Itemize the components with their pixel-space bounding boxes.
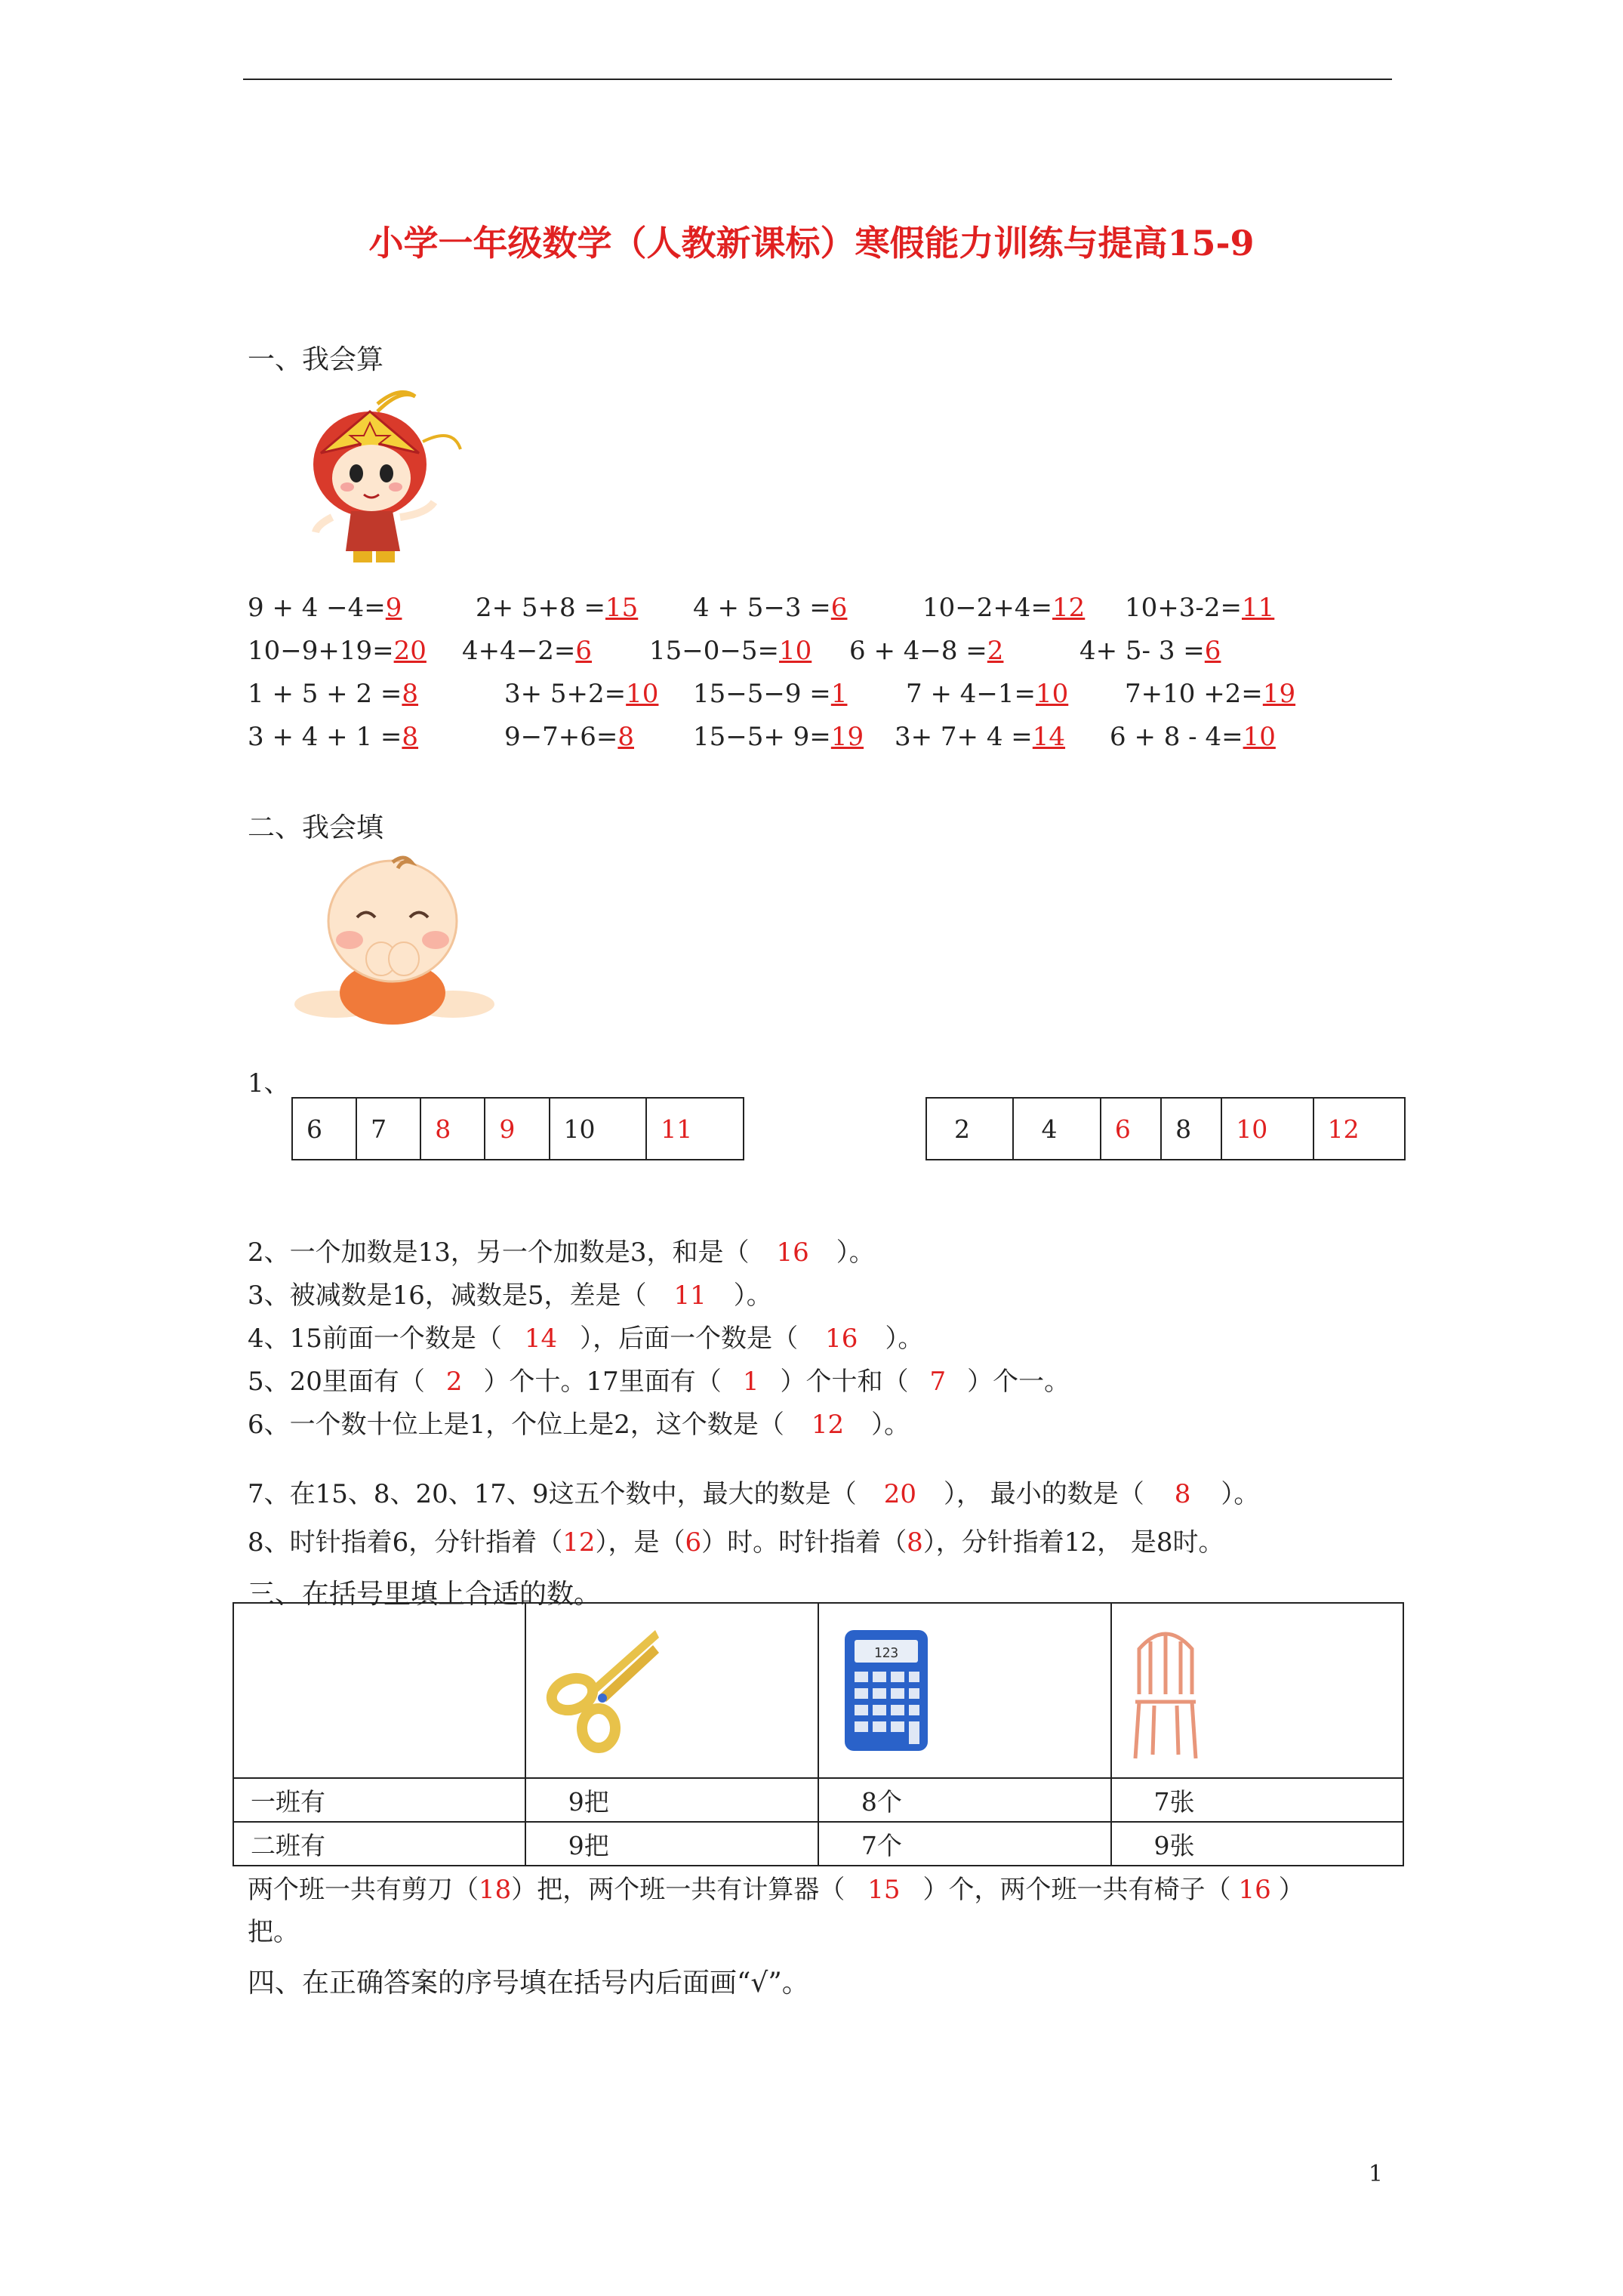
empty-cell: [233, 1603, 525, 1778]
answer: 10: [1035, 679, 1069, 709]
items-table: [233, 1602, 1404, 1866]
answer: 14: [1032, 722, 1066, 752]
answer: 6: [1204, 636, 1221, 666]
answer: 14: [524, 1324, 558, 1354]
calculator-count: 8个: [818, 1778, 1111, 1822]
answer: 7: [929, 1367, 947, 1397]
section-2-heading: 二、我会填: [248, 812, 384, 843]
answer: 19: [1262, 679, 1296, 709]
section-3-heading: 三、在括号里填上合适的数。: [248, 1579, 602, 1610]
question-4: 4、15前面一个数是（ 14 ），后面一个数是（ 16 ）。: [248, 1324, 924, 1354]
seq-cell: 2: [926, 1098, 1013, 1160]
monkey-king-cartoon-icon: [287, 381, 468, 570]
calculator-icon: [841, 1626, 932, 1755]
sequence-table-2: [925, 1097, 1406, 1160]
calc-item: 7 + 4−1=10: [906, 679, 1069, 709]
calc-item: 7+10 +2=19: [1125, 679, 1296, 709]
question-7: 7、在15、8、20、17、9这五个数中，最大的数是（ 20 ）， 最小的数是（ 8 ）。: [248, 1479, 1260, 1509]
chair-icon: [1124, 1619, 1207, 1762]
top-rule: [243, 79, 1392, 80]
calc-item: 4+ 5- 3 =6: [1079, 636, 1221, 666]
scissors-cell: [525, 1603, 818, 1778]
row-label: 二班有: [233, 1822, 525, 1866]
calc-item: 4+4−2=6: [462, 636, 593, 666]
question-3: 3、被减数是16，减数是5，差是（ 11 ）。: [248, 1281, 772, 1311]
answer: 19: [830, 722, 864, 752]
answer: 10: [626, 679, 659, 709]
question-6: 6、一个数十位上是1，个位上是2，这个数是（ 12 ）。: [248, 1410, 910, 1440]
chair-count: 7张: [1111, 1778, 1403, 1822]
answer: 8: [402, 722, 419, 752]
seq-cell: 6: [1101, 1098, 1161, 1160]
scissors-count: 9把: [525, 1778, 818, 1822]
answer: 6: [830, 593, 848, 623]
answer: 8: [1174, 1479, 1191, 1509]
answer: 10: [779, 636, 812, 666]
seq-cell: 4: [1013, 1098, 1100, 1160]
answer: 2: [445, 1367, 463, 1397]
seq-cell: 11: [646, 1098, 744, 1160]
answer: 6: [685, 1527, 702, 1558]
summary-line-2: 把。: [248, 1917, 299, 1947]
calc-item: 6 + 8 - 4=10: [1110, 722, 1276, 752]
answer: 15: [605, 593, 639, 623]
answer: 16: [825, 1324, 858, 1354]
question-8: 8、时针指着6，分针指着（12），是（6）时。时针指着（8），分针指着12， 是8时。: [248, 1527, 1224, 1558]
calc-item: 3+ 7+ 4 =14: [895, 722, 1066, 752]
q1-label: 1、: [248, 1068, 290, 1099]
seq-cell: 7: [356, 1098, 420, 1160]
chair-cell: [1111, 1603, 1403, 1778]
question-5: 5、20里面有（ 2 ）个十。17里面有（ 1 ）个十和（ 7 ）个一。: [248, 1367, 1070, 1397]
answer: 16: [1238, 1875, 1271, 1905]
seq-cell: 9: [485, 1098, 549, 1160]
section-1-heading: 一、我会算: [248, 344, 384, 375]
answer: 10: [1243, 722, 1276, 752]
answer: 11: [1242, 593, 1275, 623]
calc-item: 10−2+4=12: [922, 593, 1086, 623]
answer: 12: [562, 1527, 596, 1558]
scissors-icon: [546, 1623, 667, 1758]
seq-cell: 10: [550, 1098, 647, 1160]
seq-cell: 12: [1313, 1098, 1405, 1160]
calc-item: 15−5−9 =1: [693, 679, 848, 709]
section-4-heading: 四、在正确答案的序号填在括号内后面画“√”。: [248, 1968, 809, 1999]
answer: 9: [385, 593, 402, 623]
calc-item: 3+ 5+2=10: [504, 679, 659, 709]
seq-cell: 6: [292, 1098, 356, 1160]
answer: 20: [393, 636, 427, 666]
calc-item: 9 + 4 −4=9: [248, 593, 402, 623]
calc-item: 6 + 4−8 =2: [849, 636, 1004, 666]
calculator-count: 7个: [818, 1822, 1111, 1866]
scissors-count: 9把: [525, 1822, 818, 1866]
answer: 12: [811, 1410, 845, 1440]
calc-item: 10+3-2=11: [1125, 593, 1275, 623]
page-number: 1: [1368, 2161, 1383, 2187]
calc-item: 9−7+6=8: [504, 722, 635, 752]
answer: 16: [776, 1237, 809, 1268]
seq-cell: 8: [1161, 1098, 1221, 1160]
sequence-table-1: [291, 1097, 744, 1160]
answer: 8: [907, 1527, 923, 1558]
answer: 2: [987, 636, 1004, 666]
calc-item: 2+ 5+8 =15: [476, 593, 639, 623]
chair-count: 9张: [1111, 1822, 1403, 1866]
calc-item: 10−9+19=20: [248, 636, 427, 666]
summary-line-1: 两个班一共有剪刀（18）把，两个班一共有计算器（ 15 ）个，两个班一共有椅子（ 16 ）: [248, 1875, 1304, 1905]
calc-item: 15−5+ 9=19: [693, 722, 864, 752]
calculator-display-text: 123: [873, 1645, 899, 1661]
answer: 20: [883, 1479, 916, 1509]
answer: 8: [402, 679, 419, 709]
page-title: 小学一年级数学（人教新课标）寒假能力训练与提高15-9: [368, 223, 1255, 264]
answer: 1: [742, 1367, 759, 1397]
answer: 11: [673, 1281, 707, 1311]
answer: 8: [617, 722, 635, 752]
answer: 18: [479, 1875, 512, 1905]
question-2: 2、一个加数是13，另一个加数是3，和是（ 16 ）。: [248, 1237, 875, 1268]
row-label: 一班有: [233, 1778, 525, 1822]
answer: 15: [867, 1875, 901, 1905]
baby-cartoon-icon: [291, 853, 494, 1034]
calc-item: 4 + 5−3 =6: [693, 593, 848, 623]
calc-item: 1 + 5 + 2 =8: [248, 679, 419, 709]
calculator-cell: [818, 1603, 1111, 1778]
calc-item: 15−0−5=10: [649, 636, 812, 666]
answer: 1: [830, 679, 848, 709]
answer: 12: [1052, 593, 1086, 623]
calc-item: 3 + 4 + 1 =8: [248, 722, 419, 752]
answer: 6: [575, 636, 593, 666]
seq-cell: 10: [1221, 1098, 1313, 1160]
seq-cell: 8: [420, 1098, 485, 1160]
